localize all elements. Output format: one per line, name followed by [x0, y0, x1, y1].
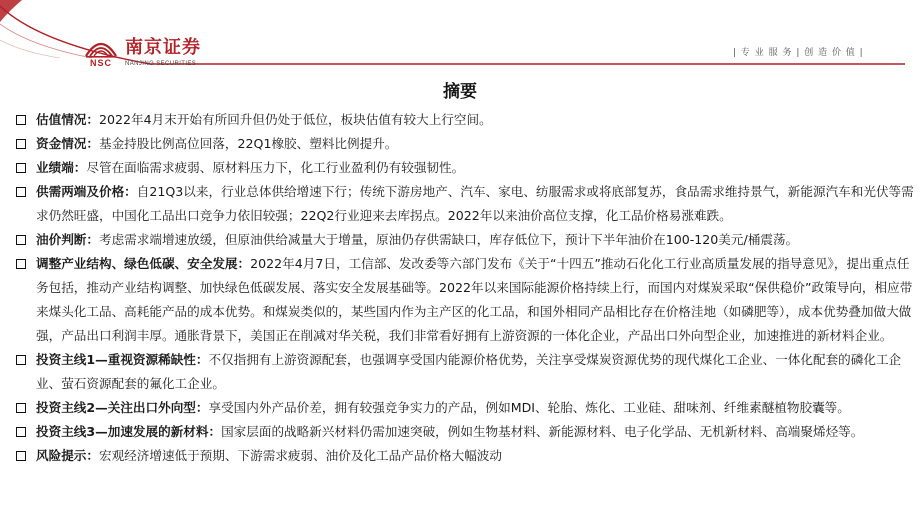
- summary-item-capital: [14, 132, 914, 156]
- summary-list: [14, 108, 914, 468]
- item-label: 油价判断：: [36, 232, 99, 247]
- logo-abbr: NSC: [89, 58, 112, 68]
- summary-item-supply-demand: [14, 180, 914, 228]
- item-text: 享受国内外产品价差，拥有较强竞争实力的产品，例如MDI、轮胎、炼化、工业硅、甜味剂、纤维素醚植物胶囊等。: [208, 400, 850, 415]
- square-bullet-icon: [16, 355, 26, 365]
- nsc-logo-icon: [82, 36, 120, 70]
- square-bullet-icon: [16, 139, 26, 149]
- item-label: 资金情况：: [36, 136, 99, 151]
- summary-item-theme-1: [14, 348, 914, 396]
- summary-item-theme-2: [14, 396, 914, 420]
- square-bullet-icon: [16, 235, 26, 245]
- item-text: 2022年4月7日，工信部、发改委等六部门发布《关于“十四五”推动石化化工行业高质量发展的指导意见》，提出重点任务包括，推动产业结构调整、加快绿色低碳发展、落实安全发展基础等。2022年以来国际能源价格持续上行，而国内对煤炭采取“保供稳价”政策导向，相应带来煤头化工品、高耗能产品的成本优势。和煤炭类似的，某些国内作为主产区的化工品，和国外相同产品相比存在价格洼地（如磷肥等），成本优势叠加做大做强，产品出口利润丰厚。通胀背景下，美国正在削减对华关税，我们非常看好拥有上游资源的一体化企业，产品出口外向型企业，加速推进的新材料企业。: [36, 256, 913, 343]
- summary-item-risk: [14, 444, 914, 468]
- item-label: 供需两端及价格：: [36, 184, 137, 199]
- item-label: 调整产业结构、绿色低碳、安全发展：: [36, 256, 251, 271]
- item-label: 风险提示：: [36, 448, 99, 463]
- summary-item-oil-price: [14, 228, 914, 252]
- square-bullet-icon: [16, 259, 26, 269]
- logo-name-en: NANJING SECURITIES: [125, 61, 197, 67]
- item-text: 不仅指拥有上游资源配套，也强调享受国内能源价格优势，关注享受煤炭资源优势的现代煤化工企业、一体化配套的磷化工企业、萤石资源配套的氟化工企业。: [36, 352, 902, 391]
- page-title: 摘要: [443, 82, 477, 102]
- square-bullet-icon: [16, 187, 26, 197]
- summary-item-theme-3: [14, 420, 914, 444]
- summary-item-industry-structure: [14, 252, 914, 348]
- company-slogan: | 专 业 服 务 | 创 造 价 值 |: [733, 48, 864, 58]
- company-logo: [82, 36, 201, 70]
- item-text: 尽管在面临需求疲弱、原材料压力下，化工行业盈利仍有较强韧性。: [86, 160, 465, 175]
- square-bullet-icon: [16, 163, 26, 173]
- item-text: 自21Q3以来，行业总体供给增速下行；传统下游房地产、汽车、家电、纺服需求或将底部复苏，食品需求维持景气，新能源汽车和光伏等需求仍然旺盛，中国化工品出口竞争力依旧较强；22Q2行业迎来去库拐点。2022年以来油价高位支撑，化工品价格易涨难跌。: [36, 184, 914, 223]
- square-bullet-icon: [16, 451, 26, 461]
- item-label: 投资主线1—重视资源稀缺性：: [36, 352, 209, 367]
- item-text: 考虑需求端增速放缓，但原油供给减量大于增量，原油仍存供需缺口，库存低位下，预计下半年油价在100-120美元/桶震荡。: [98, 232, 799, 247]
- item-label: 估值情况：: [36, 112, 99, 127]
- item-label: 投资主线2—关注出口外向型：: [36, 400, 209, 415]
- item-text: 宏观经济增速低于预期、下游需求疲弱、油价及化工品产品价格大幅波动: [98, 448, 502, 463]
- square-bullet-icon: [16, 427, 26, 437]
- square-bullet-icon: [16, 403, 26, 413]
- summary-item-valuation: [14, 108, 914, 132]
- item-text: 2022年4月末开始有所回升但仍处于低位，板块估值有较大上行空间。: [98, 112, 492, 127]
- item-text: 基金持股比例高位回落，22Q1橡胶、塑料比例提升。: [98, 136, 398, 151]
- item-label: 业绩端：: [36, 160, 87, 175]
- summary-item-earnings: [14, 156, 914, 180]
- square-bullet-icon: [16, 115, 26, 125]
- item-text: 国家层面的战略新兴材料仍需加速突破，例如生物基材料、新能源材料、电子化学品、无机新材料、高端聚烯烃等。: [221, 424, 864, 439]
- logo-name-cn: 南京证券: [125, 37, 201, 58]
- item-label: 投资主线3—加速发展的新材料：: [36, 424, 222, 439]
